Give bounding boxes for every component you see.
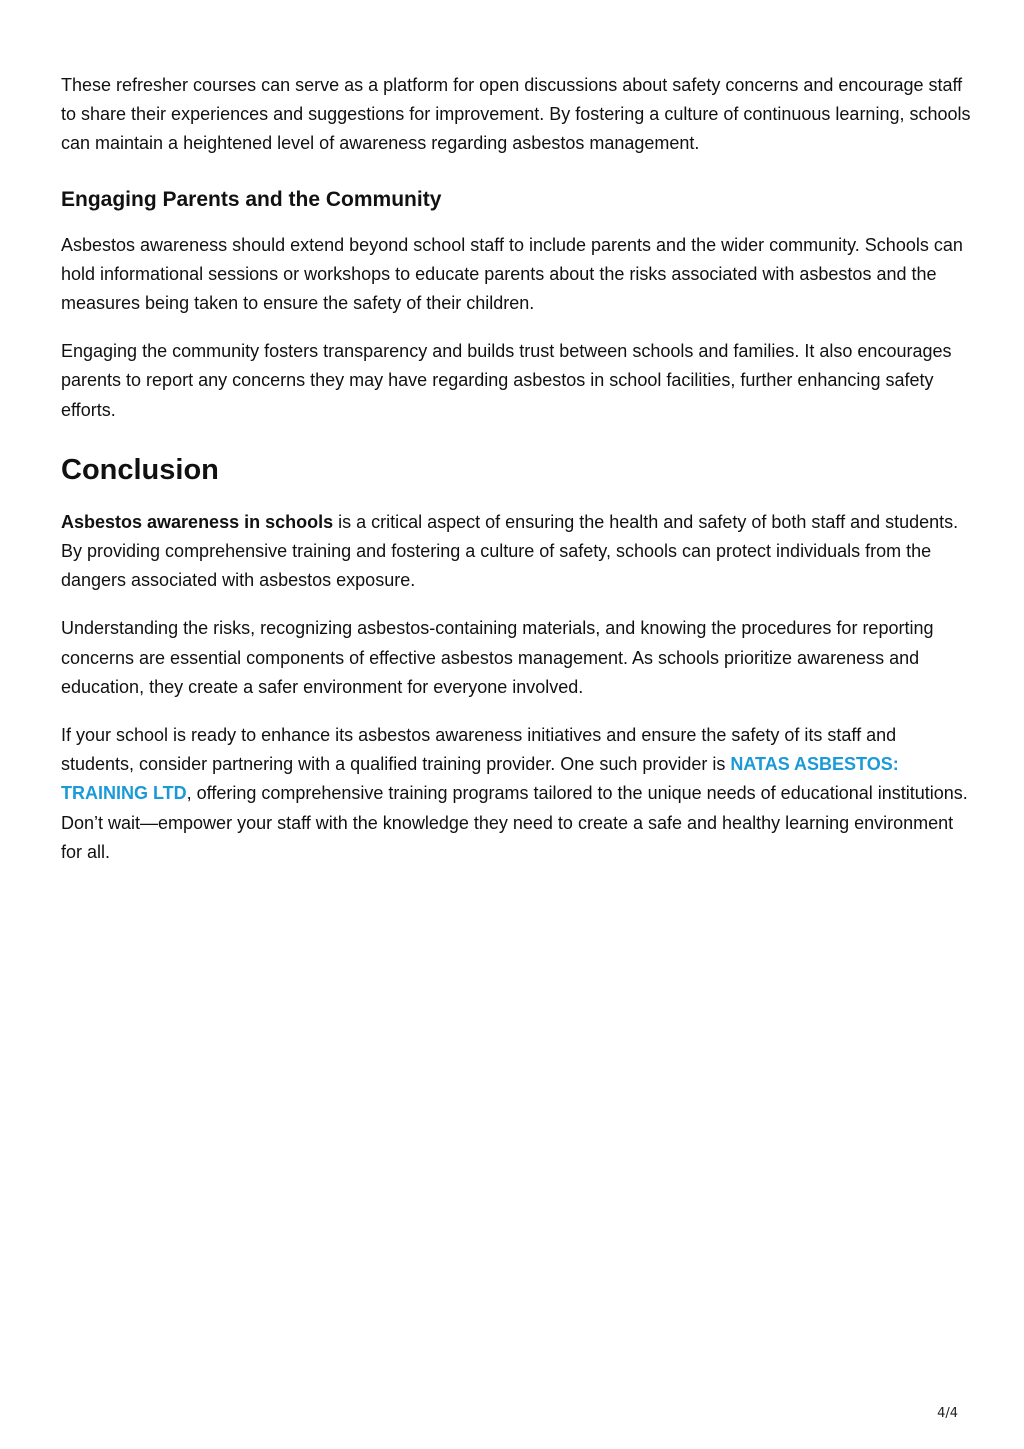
natas-training-link[interactable]: NATAS ASBESTOS: TRAINING LTD (61, 754, 899, 804)
page-number: 4/4 (937, 1406, 958, 1421)
conclusion-paragraph-3-text: , offering comprehensive training programs tailored to the unique needs of educational institutions. Don’t wait—empower your staff with the knowledge they need to create a safe and healthy learning environment for all. (61, 783, 968, 862)
conclusion-paragraph-3-intro: If your school is ready to enhance its asbestos awareness initiatives and ensure the safety of its staff and students, consider partnering with a qualified training provider. One such provider is (61, 725, 897, 775)
conclusion-paragraph-3 (61, 721, 971, 867)
conclusion-heading: Conclusion (61, 453, 219, 486)
conclusion-bold-phrase: Asbestos awareness in schools (61, 511, 334, 532)
document-page (61, 71, 971, 867)
conclusion-paragraph-1 (61, 508, 971, 596)
intro-paragraph: These refresher courses can serve as a platform for open discussions about safety concerns and encourage staff to share their experiences and suggestions for improvement. By fostering a culture of continuous learning, schools can maintain a heightened level of awareness regarding asbestos management. (61, 75, 971, 154)
section-heading: Engaging Parents and the Community (61, 187, 442, 211)
conclusion-paragraph-1-text: is a critical aspect of ensuring the health and safety of both staff and students. By providing comprehensive training and fostering a culture of safety, schools can protect individuals from the dangers associated with asbestos exposure. (61, 511, 959, 591)
section-paragraph-1: Asbestos awareness should extend beyond school staff to include parents and the wider community. Schools can hold informational sessions or workshops to educate parents about the risks associated with asbestos and the measures being taken to ensure the safety of their children. (61, 234, 963, 314)
section-paragraph-2: Engaging the community fosters transparency and builds trust between schools and families. It also encourages parents to report any concerns they may have regarding asbestos in school facilities, further enhancing safety efforts. (61, 341, 952, 420)
conclusion-paragraph-2: Understanding the risks, recognizing asbestos-containing materials, and knowing the procedures for reporting concerns are essential components of effective asbestos management. As schools prioritize awareness and education, they create a safer environment for everyone involved. (61, 618, 934, 697)
